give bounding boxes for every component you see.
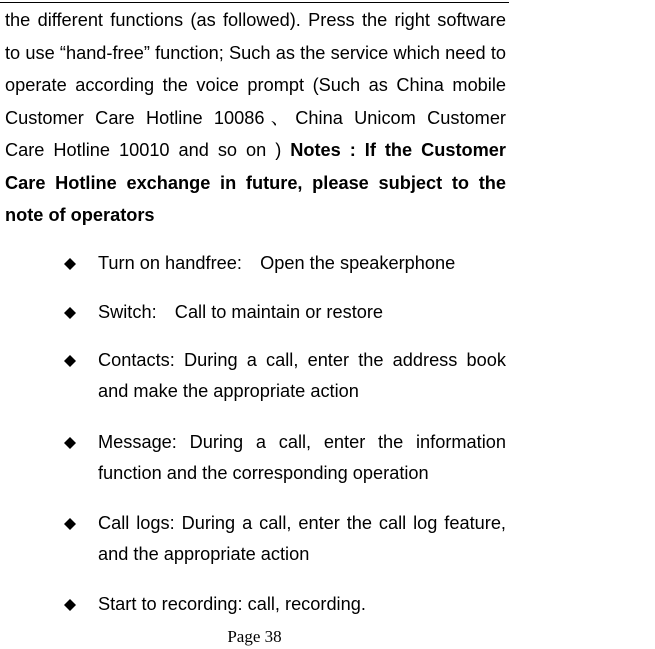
list-item-text: Contacts: During a call, enter the address book and make the appropriate action (98, 350, 506, 401)
list-item-text: Switch: Call to maintain or restore (98, 302, 384, 322)
diamond-bullet-icon (64, 307, 76, 319)
diamond-bullet-icon (64, 599, 76, 611)
list-item-text: Turn on handfree: Open the speakerphone (98, 253, 456, 273)
operator-note: Notes : If the Customer Care Hotline exchange in future, please subject to the note of operators (5, 140, 506, 225)
top-rule (0, 2, 509, 3)
list-item-text: Message: During a call, enter the information function and the corresponding operation (98, 432, 506, 483)
body-paragraph-text: the different functions (as followed). Press the right software to use “hand-free” function; Such as the service which need to operate according the voice prompt (Such as China mobile Customer Care Hotline 10086、China Unicom Customer Care Hotline 10010 and so on ) (5, 10, 506, 160)
diamond-bullet-icon (64, 437, 76, 449)
diamond-bullet-icon (64, 355, 76, 367)
list-item-text: Start to recording: call, recording. (98, 594, 366, 614)
diamond-bullet-icon (64, 258, 76, 270)
list-item-text: Call logs: During a call, enter the call log feature, and the appropriate action (98, 513, 506, 564)
body-paragraph (5, 4, 506, 232)
page-number: Page 38 (227, 627, 282, 646)
diamond-bullet-icon (64, 518, 76, 530)
